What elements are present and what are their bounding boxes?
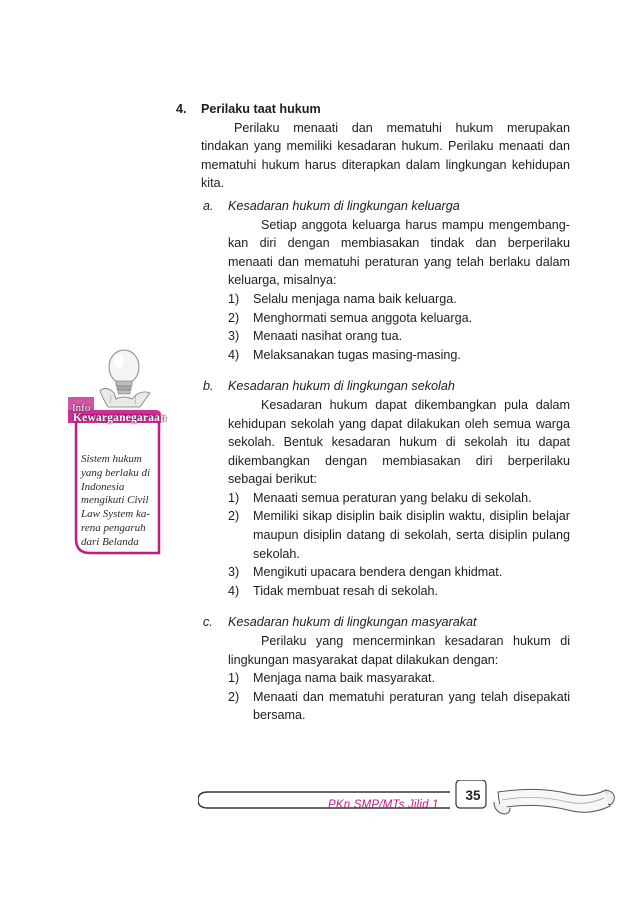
info-text: Sistem hukum yang berlaku di Indonesia mengikuti Civil Law System ka-rena pengaruh dari Belanda	[81, 453, 151, 548]
list-item-number: 4)	[228, 583, 240, 598]
info-label: Info	[72, 402, 91, 414]
section-number: 4.	[176, 102, 187, 116]
list-item	[228, 563, 570, 582]
main-content	[176, 100, 570, 725]
list-item-text: Tidak membuat resah di sekolah.	[253, 583, 439, 598]
subsection-text: Kesadaran hukum dapat dikembangkan pula dalam kehidupan sekolah yang dapat dilakukan oleh semua warga sekolah. Bentuk kesadaran hukum di sekolah itu dapat dikembangkan dengan membiasakan diri berperilaku sebagai berikut:	[228, 397, 570, 487]
info-title: Kewarganegaraan	[73, 412, 167, 424]
list-item	[228, 327, 570, 346]
list-item-number: 2)	[228, 509, 240, 524]
subsection-letter: a.	[203, 198, 214, 213]
list-item-text: Mengikuti upacara bendera dengan khidmat.	[253, 565, 503, 580]
subsection-text-c	[176, 632, 570, 669]
list-item	[228, 346, 570, 365]
list-item	[228, 309, 570, 328]
list-item-text: Menghormati semua anggota keluarga.	[253, 310, 473, 325]
subsection-letter: c.	[203, 615, 213, 630]
list-b	[176, 489, 570, 601]
subsection-text: Setiap anggota keluarga harus mampu mengembang-kan diri dengan membiasakan tindak dan berperilaku menaati dan mematuhi peraturan yang telah berlaku dalam keluarga, misalnya:	[228, 217, 570, 288]
list-c	[176, 669, 570, 725]
list-item-text: Menjaga nama baik masyarakat.	[253, 671, 436, 686]
list-item-number: 3)	[228, 329, 240, 344]
list-item-number: 2)	[228, 689, 240, 704]
list-item	[228, 688, 570, 725]
subsection-text-a	[176, 216, 570, 290]
list-item	[228, 507, 570, 563]
list-a	[176, 290, 570, 364]
subsection-heading-c	[176, 613, 570, 632]
list-item	[228, 489, 570, 508]
scroll-paper-icon	[494, 789, 614, 814]
info-sidebar	[64, 345, 167, 560]
list-item-text: Menaati dan mematuhi peraturan yang telah disepakati bersama.	[253, 689, 570, 723]
list-item-text: Menaati semua peraturan yang belaku di sekolah.	[253, 490, 532, 505]
list-item-number: 1)	[228, 291, 240, 306]
subsection-text: Perilaku yang mencerminkan kesadaran hukum di lingkungan masyarakat dapat dilakukan dengan:	[228, 634, 570, 667]
list-item	[228, 290, 570, 309]
list-item	[228, 669, 570, 688]
page-number: 35	[465, 788, 481, 803]
list-item-number: 2)	[228, 310, 240, 325]
subsection-letter: b.	[203, 379, 214, 394]
list-item-number: 1)	[228, 671, 240, 686]
section-intro	[176, 119, 570, 193]
subsection-heading-b	[176, 377, 570, 396]
list-item	[228, 582, 570, 601]
lightbulb-hand-icon	[100, 350, 150, 407]
list-item-number: 3)	[228, 565, 240, 580]
subsection-text-b	[176, 396, 570, 489]
list-item-text: Melaksanakan tugas masing-masing.	[253, 347, 461, 362]
section-heading	[176, 100, 570, 119]
page-footer	[198, 780, 618, 840]
subsection-title: Kesadaran hukum di lingkungan sekolah	[228, 379, 455, 394]
subsection-title: Kesadaran hukum di lingkungan keluarga	[228, 198, 460, 213]
section-intro-text: Perilaku menaati dan mematuhi hukum merupakan tindakan yang memiliki kesadaran hukum. Perilaku menaati dan mematuhi hukum harus diterapkan dalam lingkungan kehidupan kita.	[201, 120, 570, 191]
footer-book-title: PKn SMP/MTs Jilid 1	[328, 799, 439, 811]
list-item-text: Selalu menjaga nama baik keluarga.	[253, 291, 457, 306]
subsection-heading-a	[176, 197, 570, 216]
list-item-number: 4)	[228, 347, 240, 362]
list-item-text: Memiliki sikap disiplin baik disiplin waktu, disiplin belajar maupun disiplin datang di sekolah, serta disiplin pulang sekolah.	[253, 509, 570, 561]
list-item-number: 1)	[228, 490, 240, 505]
list-item-text: Menaati nasihat orang tua.	[253, 329, 403, 344]
subsection-title: Kesadaran hukum di lingkungan masyarakat	[228, 615, 477, 630]
section-title: Perilaku taat hukum	[201, 102, 321, 116]
